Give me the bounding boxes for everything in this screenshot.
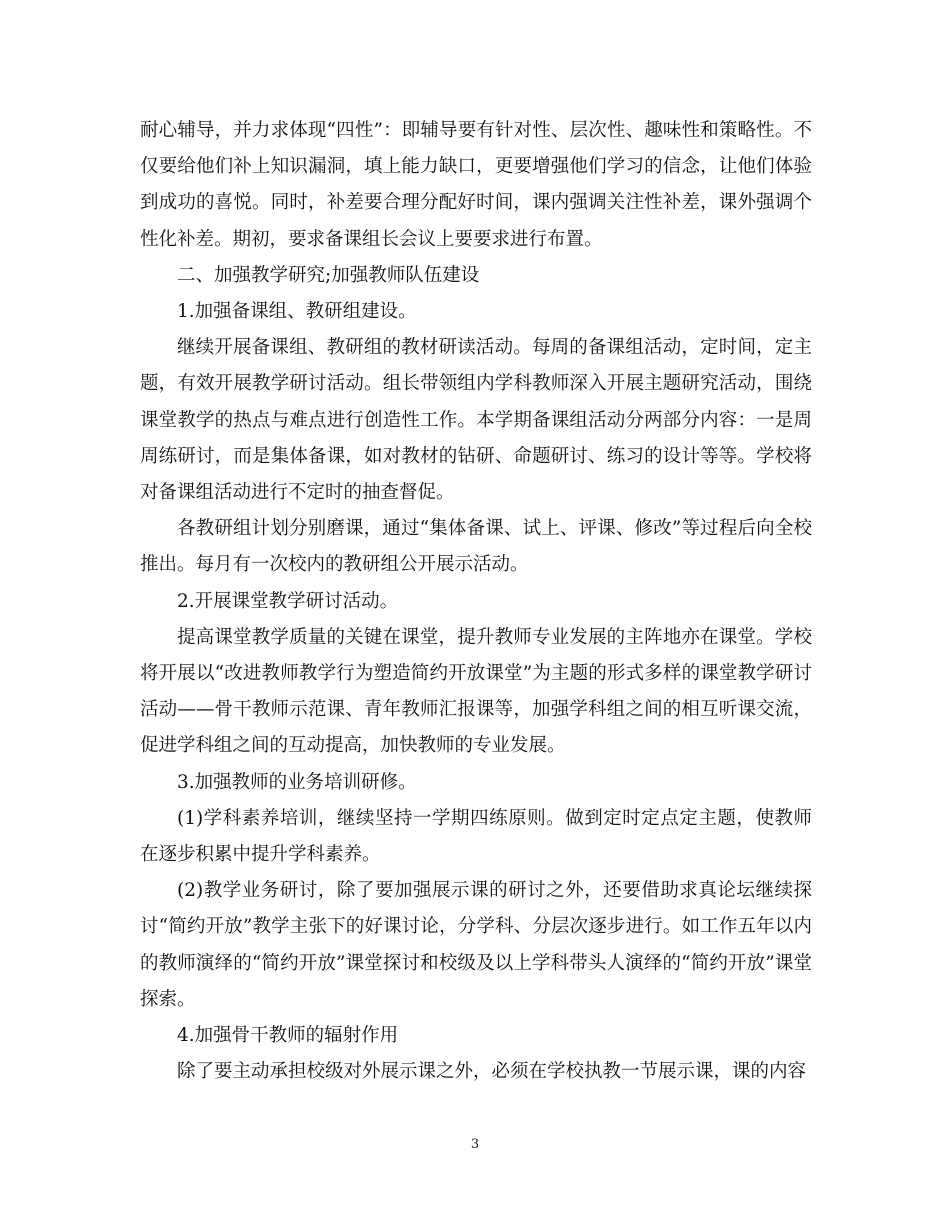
page-number: 3 xyxy=(470,1137,480,1152)
item-heading-4: 4.加强骨干教师的辐射作用 xyxy=(177,1025,399,1047)
item-heading-1: 1.加强备课组、教研组建设。 xyxy=(177,301,417,323)
document-body xyxy=(140,113,812,1090)
paragraph-lesson-groups: 继续开展备课组、教研组的教材研读活动。每周的备课组活动，定时间，定主题，有效开展教学研讨活动。组长带领组内学科教师深入开展主题研究活动，围绕课堂教学的热点与难点进行创造性工作。本学期备课组活动分两部分内容：一是周周练研讨，而是集体备课，如对教材的钻研、命题研讨、练习的设计等等。学校将对备课组活动进行不定时的抽查督促。 xyxy=(140,337,812,504)
paragraph-continuation: 耐心辅导，并力求体现“四性”：即辅导要有针对性、层次性、趣味性和策略性。不仅要给他们补上知识漏洞，填上能力缺口，更要增强他们学习的信念，让他们体验到成功的喜悦。同时，补差要合理分配好时间，课内强调关注性补差，课外强调个性化补差。期初，要求备课组长会议上要要求进行布置。 xyxy=(140,120,812,250)
item-heading-2: 2.开展课堂教学研讨活动。 xyxy=(177,590,399,612)
subitem-2: (2)教学业务研讨，除了要加强展示课的研讨之外，还要借助求真论坛继续探讨“简约开放”教学主张下的好课讨论，分学科、分层次逐步进行。如工作五年以内的教师演绎的“简约开放”课堂探讨和校级及以上学科带头人演绎的“简约开放”课堂探索。 xyxy=(140,880,812,1010)
section-heading-2: 二、加强教学研究;加强教师队伍建设 xyxy=(177,264,480,286)
subitem-1: (1)学科素养培训，继续坚持一学期四练原则。做到定时定点定主题，使教师在逐步积累中提升学科素养。 xyxy=(140,807,812,866)
paragraph-backbone-teachers: 除了要主动承担校级对外展示课之外，必须在学校执教一节展示课，课的内容 xyxy=(177,1061,807,1083)
item-heading-3: 3.加强教师的业务培训研修。 xyxy=(177,771,417,793)
paragraph-classroom-research: 提高课堂教学质量的关键在课堂，提升教师专业发展的主阵地亦在课堂。学校将开展以“改进教师教学行为塑造简约开放课堂”为主题的形式多样的课堂教学研讨活动——骨干教师示范课、青年教师汇报课等，加强学科组之间的相互听课交流，促进学科组之间的互动提高，加快教师的专业发展。 xyxy=(140,626,812,757)
paragraph-lesson-polish: 各教研组计划分别磨课，通过“集体备课、试上、评课、修改”等过程后向全校推出。每月有一次校内的教研组公开展示活动。 xyxy=(140,518,812,576)
